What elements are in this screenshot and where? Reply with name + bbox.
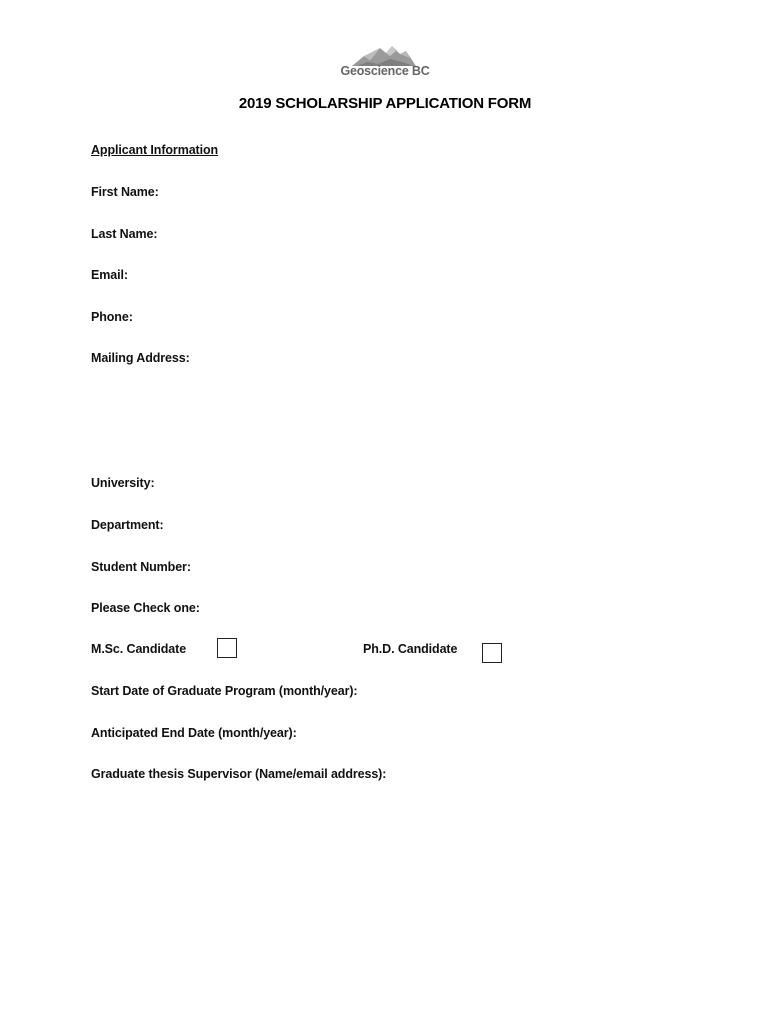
mailing-address-label: Mailing Address:	[91, 351, 190, 365]
msc-candidate-label: M.Sc. Candidate	[91, 642, 187, 656]
check-one-label: Please Check one:	[91, 601, 200, 615]
last-name-label: Last Name:	[91, 227, 158, 241]
department-label: Department:	[91, 518, 164, 532]
form-title: 2019 SCHOLARSHIP APPLICATION FORM	[238, 95, 532, 112]
university-label: University:	[91, 476, 155, 490]
start-date-label: Start Date of Graduate Program (month/year):	[91, 684, 358, 698]
phd-candidate-checkbox[interactable]	[482, 643, 502, 663]
email-label: Email:	[91, 268, 128, 282]
msc-candidate-checkbox[interactable]	[217, 638, 237, 658]
phone-label: Phone:	[91, 310, 133, 324]
supervisor-label: Graduate thesis Supervisor (Name/email address):	[91, 767, 387, 781]
student-number-label: Student Number:	[91, 560, 191, 574]
applicant-information-heading: Applicant Information	[91, 143, 219, 157]
logo-text: Geoscience BC	[340, 64, 430, 78]
geoscience-bc-logo	[338, 42, 432, 82]
first-name-label: First Name:	[91, 185, 159, 199]
phd-candidate-label: Ph.D. Candidate	[363, 642, 458, 656]
end-date-label: Anticipated End Date (month/year):	[91, 726, 297, 740]
